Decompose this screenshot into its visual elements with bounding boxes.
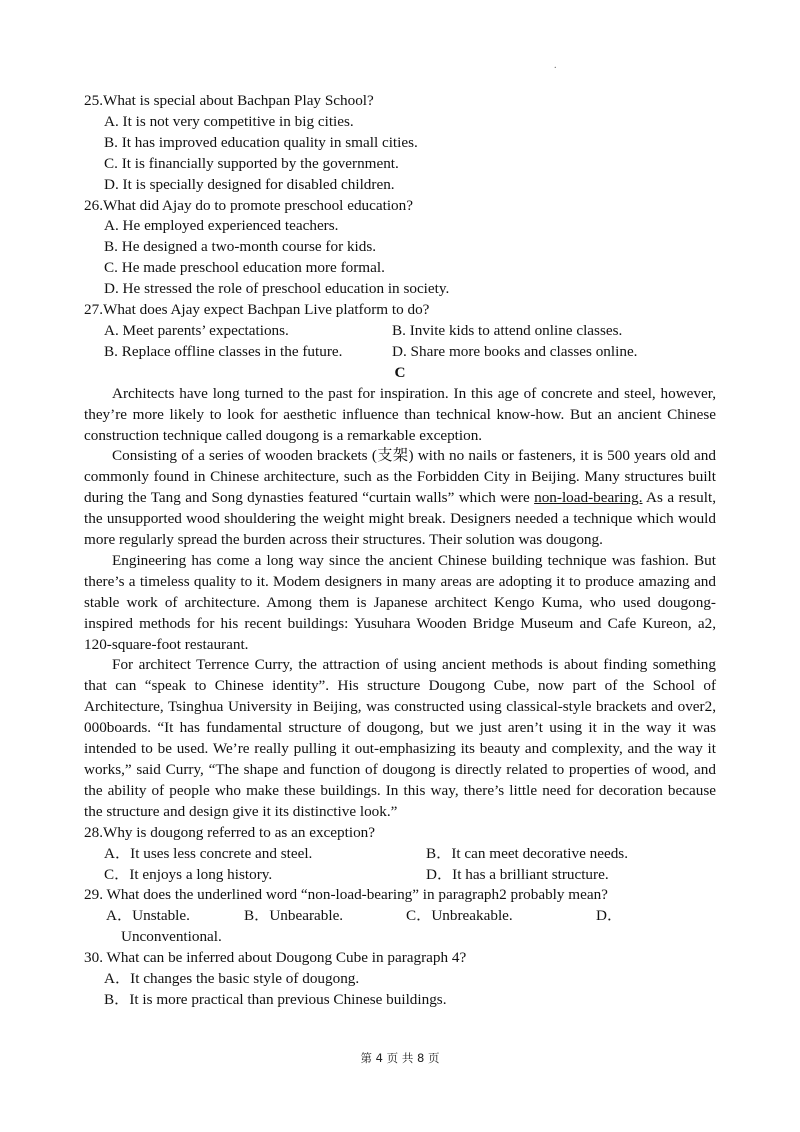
paragraph-2-text-before: Consisting of a series of wooden brackets (支架) with no nails or fasteners, it is 500 years old and commonly found in Chinese architecture, such as the Forbidden City in Beijing. Many structures built during the Tang and Song dynasties featured “curtain walls” which were [84, 447, 716, 507]
question-30-stem: 30. What can be inferred about Dougong Cube in paragraph 4? [84, 949, 467, 967]
passage-paragraph-1: Architects have long turned to the past for inspiration. In this age of concrete and steel, however, they’re more likely to look for aesthetic influence than technical know-how. But an ancient Chinese construction technique called dougong is a remarkable exception. [84, 384, 716, 444]
question-28-option-c: C．It enjoys a long history. [104, 865, 273, 883]
page-content [84, 91, 716, 1011]
question-25-option-a: A. It is not very competitive in big cities. [104, 112, 354, 130]
passage-paragraph-4: For architect Terrence Curry, the attraction of using ancient methods is about finding something that can “speak to Chinese identity”. His structure Dougong Cube, now part of the School of Architecture, Tsinghua University in Beijing, was constructed using classical-style brackets and over2, 000boards. “It has fundamental structure of dougong, but we just aren’t using it in the way it was intended to be used. We’re really pulling it out-emphasizing its beauty and complexity, and the way it works,” said Curry, “The shape and function of dougong is directly related to properties of wood, and the ability of people who make these buildings. In this way, there’s little need for decoration because the structure and design give it its distinctive look.” [84, 656, 716, 820]
question-29-option-a: A．Unstable. [106, 907, 190, 925]
question-28-stem: 28.Why is dougong referred to as an exception? [84, 823, 375, 841]
question-27-option-a: A. Meet parents’ expectations. [104, 321, 289, 339]
page-footer: 第 4 页 共 8 页 [360, 1051, 440, 1065]
question-29-stem: 29. What does the underlined word “non-load-bearing” in paragraph2 probably mean? [84, 886, 608, 904]
question-29-option-b: B．Unbearable. [244, 907, 344, 925]
question-29-option-d: D． [596, 907, 623, 925]
section-c-heading: C [394, 363, 406, 381]
question-25-option-d: D. It is specially designed for disabled children. [104, 175, 395, 193]
question-30-option-a: A．It changes the basic style of dougong. [104, 970, 360, 988]
question-27-options-row-1 [104, 321, 716, 342]
header-mark: . [554, 60, 557, 71]
question-29-option-d-text: Unconventional. [121, 928, 222, 946]
question-26-stem: 26.What did Ajay do to promote preschool education? [84, 196, 413, 214]
question-27-option-c: B. Replace offline classes in the future. [104, 342, 343, 360]
question-27-options-row-2 [104, 342, 716, 363]
question-26-option-b: B. He designed a two-month course for kids. [104, 238, 377, 256]
passage-paragraph-3: Engineering has come a long way since the ancient Chinese building technique was fashion. But there’s a timeless quality to it. Modem designers in many areas are adopting it to produce amazing and stable work of architecture. Among them is Japanese architect Kengo Kuma, who used dougong-inspired methods for his recent buildings: Yusuhara Wooden Bridge Museum and Cafe Kureon, a2, 120-square-foot restaurant. [84, 551, 716, 653]
question-27-option-d: D. Share more books and classes online. [392, 342, 638, 360]
question-27-option-b: B. Invite kids to attend online classes. [392, 321, 623, 339]
question-30-option-b: B．It is more practical than previous Chinese buildings. [104, 990, 447, 1008]
question-28-options-row-2 [104, 865, 716, 886]
underlined-word-non-load-bearing: non-load-bearing. [534, 489, 643, 507]
question-28-option-d: D．It has a brilliant structure. [426, 865, 609, 883]
passage-paragraph-2 [84, 446, 716, 551]
question-28-option-b: B．It can meet decorative needs. [426, 844, 628, 862]
question-25-option-c: C. It is financially supported by the government. [104, 154, 399, 172]
question-28-option-a: A．It uses less concrete and steel. [104, 844, 313, 862]
question-26-option-c: C. He made preschool education more formal. [104, 259, 385, 277]
question-27-stem: 27.What does Ajay expect Bachpan Live platform to do? [84, 301, 430, 319]
question-26-option-d: D. He stressed the role of preschool education in society. [104, 280, 450, 298]
question-29-options-row [106, 906, 716, 927]
question-28-options-row-1 [104, 844, 716, 865]
question-26-option-a: A. He employed experienced teachers. [104, 217, 339, 235]
question-25-stem: 25.What is special about Bachpan Play School? [84, 92, 374, 109]
question-25-option-b: B. It has improved education quality in small cities. [104, 133, 418, 151]
question-29-option-c: C．Unbreakable. [406, 907, 513, 925]
paragraph-2-text-after: As a result, the unsupported wood shouldering the weight might break. Designers needed a technique which would more regularly spread the burden across their structures. Their solution was dougong. [84, 489, 716, 549]
